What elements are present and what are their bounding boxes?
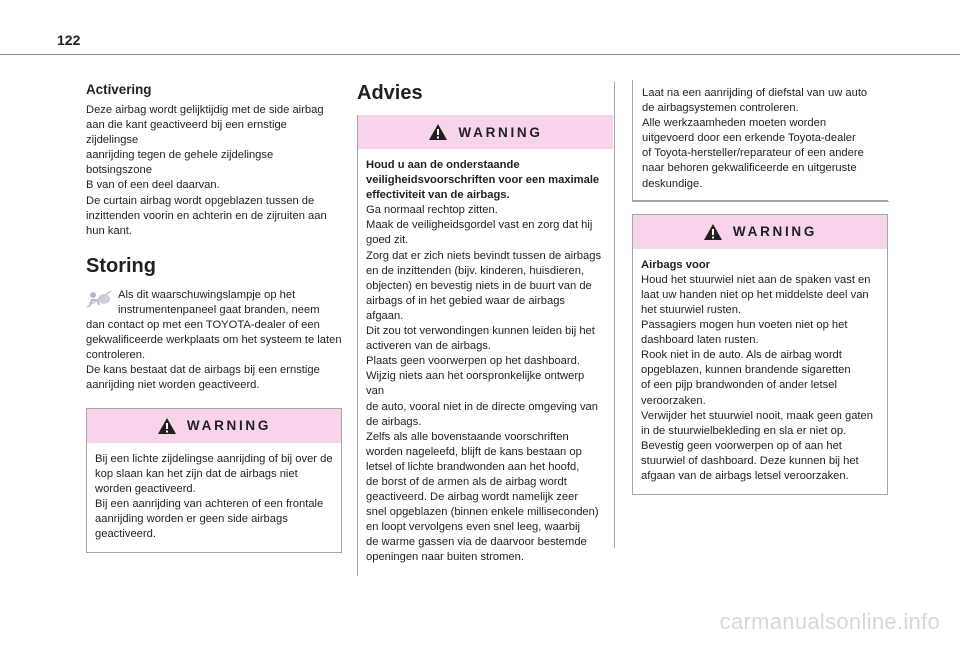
header-rule bbox=[0, 54, 960, 55]
text-line: of Toyota-hersteller/reparateur of een andere bbox=[642, 147, 864, 160]
text-line: en de inzittenden (bijv. kinderen, huisdieren, bbox=[366, 264, 585, 277]
text-line: geactiveerd. De airbag wordt namelijk zeer bbox=[366, 491, 579, 504]
text-line: aanrijding worden er geen side airbags bbox=[95, 512, 288, 525]
text-line: Alle werkzaamheden moeten worden bbox=[642, 117, 827, 130]
text-line: Bij een lichte zijdelingse aanrijding of bij over de bbox=[95, 452, 333, 465]
text-line: De kans bestaat dat de airbags bij een ernstige bbox=[86, 364, 320, 377]
text-line: instrumentenpaneel gaat branden, neem bbox=[118, 303, 320, 316]
activering-heading: Activering bbox=[86, 82, 152, 97]
text-line: en loopt vervolgens even snel leeg, waarbij bbox=[366, 521, 580, 534]
text-line: Houd het stuurwiel niet aan de spaken vast en bbox=[641, 273, 871, 286]
watermark: carmanualsonline.info bbox=[719, 609, 940, 634]
text-line: Deze airbag wordt gelijktijdig met de side airbag bbox=[86, 104, 324, 116]
warning-title: WARNING bbox=[732, 224, 818, 240]
warning-header bbox=[87, 409, 341, 443]
warning-box bbox=[357, 115, 613, 576]
text-line: de borst of de armen als de airbag wordt bbox=[366, 475, 567, 488]
text-line: Ga normaal rechtop zitten. bbox=[366, 204, 498, 217]
text-line: Dit zou tot verwondingen kunnen leiden bij het bbox=[366, 325, 595, 338]
text-line: deskundige. bbox=[642, 177, 703, 190]
text-line: snel opgeblazen (binnen enkele milliseconden) bbox=[366, 506, 599, 519]
text-line: Airbags voor bbox=[641, 258, 711, 271]
text-line: Passagiers mogen hun voeten niet op het bbox=[641, 319, 848, 332]
text-line: letsel of lichte brandwonden aan het hoofd, bbox=[366, 460, 580, 473]
text-line: of een pijp brandwonden of ander letsel bbox=[641, 379, 837, 392]
warning-body bbox=[633, 249, 887, 494]
text-line: Zorg dat er zich niets bevindt tussen de airbags bbox=[366, 249, 602, 262]
activering-text bbox=[86, 103, 342, 239]
text-line: opgeblazen, kunnen brandende sigaretten bbox=[641, 364, 851, 377]
warning-box bbox=[86, 408, 342, 554]
column-right bbox=[632, 80, 888, 495]
warning-header bbox=[358, 115, 613, 149]
text-line: B van of een deel daarvan. bbox=[86, 179, 220, 192]
text-line: in de stuurwielbekleding en sla er niet op. bbox=[641, 424, 847, 437]
text-line: inzittenden voorin en achterin en de zijruiten aan bbox=[86, 209, 327, 222]
text-line: Als dit waarschuwingslampje op het bbox=[118, 288, 296, 301]
text-line: geactiveerd. bbox=[95, 527, 156, 540]
warning-header bbox=[633, 215, 887, 249]
text-line: Verwijder het stuurwiel nooit, maak geen gaten bbox=[641, 409, 873, 422]
text-line: Plaats geen voorwerpen op het dashboard. bbox=[366, 355, 580, 368]
column-left bbox=[86, 72, 342, 553]
storing-indicator-line bbox=[86, 288, 342, 318]
advies-heading: Advies bbox=[357, 82, 423, 104]
text-line: afgaan van de airbags letsel veroorzaken. bbox=[641, 469, 849, 482]
text-line: de airbags. bbox=[366, 415, 422, 428]
text-line: De curtain airbag wordt opgeblazen tussen de bbox=[86, 194, 315, 207]
text-line: aan die kant geactiveerd bij een ernstige zijdelingse bbox=[86, 119, 287, 147]
text-line: de warme gassen via de daarvoor bestemde bbox=[366, 536, 587, 549]
storing-text bbox=[86, 288, 342, 394]
text-line: kop slaan kan het zijn dat de airbags niet bbox=[95, 467, 298, 480]
text-line: Maak de veiligheidsgordel vast en zorg dat hij bbox=[366, 219, 593, 232]
text-line: goed zit. bbox=[366, 234, 409, 247]
text-line: hun kant. bbox=[86, 224, 133, 237]
text-line: veiligheidsvoorschriften voor een maximale bbox=[366, 174, 600, 187]
text-line: activeren van de airbags. bbox=[366, 340, 492, 353]
warning-box bbox=[632, 214, 888, 495]
warning-title: WARNING bbox=[186, 418, 272, 433]
text-line: stuurwiel of dashboard. Deze kunnen bij het bbox=[641, 454, 859, 467]
intro-bottom-rule bbox=[632, 201, 889, 202]
text-line: Laat na een aanrijding of diefstal van uw auto bbox=[642, 87, 868, 99]
text-line: naar behoren gekwalificeerde en uitgeruste bbox=[642, 162, 857, 175]
column-middle bbox=[357, 82, 613, 576]
text-line: Wijzig niets aan het oorspronkelijke ontwerp van bbox=[366, 370, 585, 398]
warning-lead bbox=[366, 158, 605, 203]
warning-body bbox=[87, 443, 341, 553]
warning-triangle-icon bbox=[428, 123, 448, 141]
warning-triangle-icon bbox=[157, 417, 177, 435]
text-line: veroorzaken. bbox=[641, 394, 706, 407]
text-line: Houd u aan de onderstaande bbox=[366, 159, 520, 171]
text-line: laat uw handen niet op het middelste deel van bbox=[641, 288, 869, 301]
warning-title: WARNING bbox=[458, 124, 543, 140]
text-line: openingen naar buiten stromen. bbox=[366, 551, 524, 564]
text-line: dashboard laten rusten. bbox=[641, 334, 759, 347]
text-line: aanrijding niet worden geactiveerd. bbox=[86, 379, 260, 392]
text-line: Rook niet in de auto. Als de airbag wordt bbox=[641, 349, 842, 362]
text-line: airbags of in het gebied waar de airbags afgaan. bbox=[366, 294, 566, 322]
text-line: worden geactiveerd. bbox=[95, 482, 196, 495]
text-line: het stuurwiel rusten. bbox=[641, 303, 742, 316]
text-line: worden nageleefd, blijft de kans bestaan op bbox=[366, 445, 582, 458]
text-line: Bevestig geen voorwerpen op of aan het bbox=[641, 439, 842, 452]
storing-heading: Storing bbox=[86, 254, 156, 277]
text-line: aanrijding tegen de gehele zijdelingse botsingszone bbox=[86, 149, 274, 177]
column-divider bbox=[614, 82, 615, 548]
airbag-warning-lamp-icon bbox=[86, 290, 112, 308]
text-line: controleren. bbox=[86, 349, 146, 362]
warning-triangle-icon bbox=[703, 223, 723, 241]
text-line: Zelfs als alle bovenstaande voorschriften bbox=[366, 430, 569, 443]
text-line: dan contact op met een TOYOTA-dealer of een bbox=[86, 319, 320, 332]
text-line: Bij een aanrijding van achteren of een frontale bbox=[95, 497, 324, 510]
page-number: 122 bbox=[57, 32, 81, 48]
intro-text bbox=[632, 80, 888, 201]
text-line: gekwalificeerde werkplaats om het systeem te laten bbox=[86, 334, 342, 347]
text-line: effectiviteit van de airbags. bbox=[366, 189, 510, 202]
warning-body bbox=[358, 149, 613, 576]
text-line: de auto, vooral niet in de directe omgeving van bbox=[366, 400, 598, 413]
text-line: uitgevoerd door een erkende Toyota-dealer bbox=[642, 132, 856, 145]
text-line: de airbagsystemen controleren. bbox=[642, 102, 799, 115]
text-line: objecten) en bevestig niets in de buurt van de bbox=[366, 279, 592, 292]
